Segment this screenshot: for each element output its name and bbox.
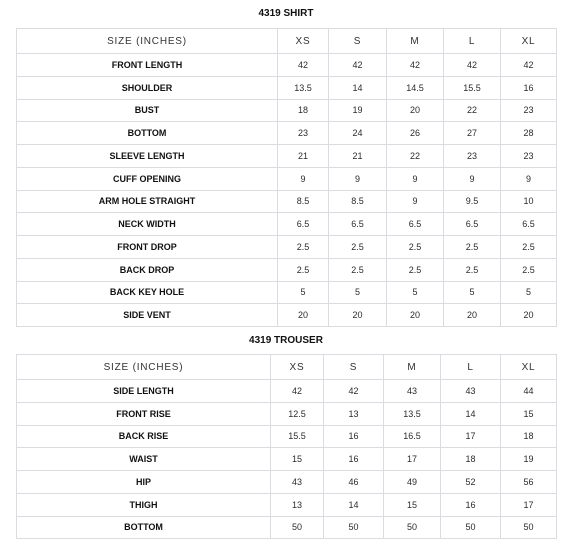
measurement-value: 17 (501, 493, 557, 516)
shirt-size-table (16, 28, 557, 327)
measurement-value: 9 (387, 167, 444, 190)
measurement-value: 2.5 (501, 258, 557, 281)
measurement-value: 50 (384, 516, 441, 539)
measurement-label: FRONT LENGTH (17, 54, 278, 77)
measurement-value: 44 (501, 380, 557, 403)
measurement-value: 19 (329, 99, 387, 122)
table-row (17, 471, 557, 494)
measurement-value: 21 (278, 145, 329, 168)
measurement-label: FRONT RISE (17, 402, 271, 425)
measurement-value: 8.5 (329, 190, 387, 213)
measurement-label: BACK DROP (17, 258, 278, 281)
measurement-value: 18 (441, 448, 501, 471)
measurement-label: BUST (17, 99, 278, 122)
measurement-label: SLEEVE LENGTH (17, 145, 278, 168)
trouser-header-size-xs: XS (271, 355, 324, 380)
measurement-value: 56 (501, 471, 557, 494)
measurement-value: 20 (387, 304, 444, 327)
measurement-value: 12.5 (271, 402, 324, 425)
measurement-value: 13.5 (278, 76, 329, 99)
table-row (17, 99, 557, 122)
measurement-label: CUFF OPENING (17, 167, 278, 190)
measurement-value: 20 (387, 99, 444, 122)
trouser-header-size-xl: XL (501, 355, 557, 380)
measurement-label: BACK KEY HOLE (17, 281, 278, 304)
measurement-value: 52 (441, 471, 501, 494)
measurement-value: 42 (387, 54, 444, 77)
measurement-value: 22 (444, 99, 501, 122)
measurement-value: 16 (324, 425, 384, 448)
measurement-value: 50 (441, 516, 501, 539)
table-row (17, 213, 557, 236)
measurement-value: 15 (501, 402, 557, 425)
table-row (17, 145, 557, 168)
measurement-value: 5 (387, 281, 444, 304)
shirt-header-size-xl: XL (501, 29, 557, 54)
measurement-label: ARM HOLE STRAIGHT (17, 190, 278, 213)
measurement-value: 42 (501, 54, 557, 77)
measurement-value: 42 (271, 380, 324, 403)
measurement-value: 2.5 (387, 258, 444, 281)
measurement-value: 26 (387, 122, 444, 145)
measurement-value: 5 (329, 281, 387, 304)
measurement-label: SIDE VENT (17, 304, 278, 327)
measurement-value: 15.5 (444, 76, 501, 99)
measurement-value: 23 (501, 145, 557, 168)
table-row (17, 236, 557, 259)
shirt-header-size-xs: XS (278, 29, 329, 54)
shirt-table-title: 4319 SHIRT (258, 8, 314, 19)
measurement-value: 20 (444, 304, 501, 327)
trouser-header-row (17, 355, 557, 380)
measurement-value: 49 (384, 471, 441, 494)
trouser-header-size-label: SIZE (INCHES) (17, 355, 271, 380)
measurement-value: 13 (271, 493, 324, 516)
table-row (17, 425, 557, 448)
measurement-label: FRONT DROP (17, 236, 278, 259)
measurement-value: 6.5 (444, 213, 501, 236)
trouser-header-size-s: S (324, 355, 384, 380)
measurement-value: 23 (444, 145, 501, 168)
measurement-value: 6.5 (387, 213, 444, 236)
measurement-value: 18 (501, 425, 557, 448)
measurement-value: 6.5 (278, 213, 329, 236)
measurement-value: 17 (384, 448, 441, 471)
measurement-value: 9 (387, 190, 444, 213)
table-row (17, 190, 557, 213)
measurement-value: 18 (278, 99, 329, 122)
measurement-value: 2.5 (501, 236, 557, 259)
measurement-value: 23 (278, 122, 329, 145)
trouser-header-size-l: L (441, 355, 501, 380)
table-row (17, 122, 557, 145)
table-row (17, 493, 557, 516)
measurement-value: 43 (441, 380, 501, 403)
table-row (17, 76, 557, 99)
measurement-value: 42 (329, 54, 387, 77)
measurement-value: 2.5 (444, 258, 501, 281)
measurement-value: 2.5 (278, 258, 329, 281)
measurement-value: 28 (501, 122, 557, 145)
table-row (17, 402, 557, 425)
table-row (17, 304, 557, 327)
measurement-value: 46 (324, 471, 384, 494)
measurement-value: 42 (444, 54, 501, 77)
measurement-value: 42 (278, 54, 329, 77)
measurement-value: 9 (501, 167, 557, 190)
shirt-header-row (17, 29, 557, 54)
measurement-value: 42 (324, 380, 384, 403)
shirt-header-size-label: SIZE (INCHES) (17, 29, 278, 54)
measurement-label: SIDE LENGTH (17, 380, 271, 403)
shirt-header-size-l: L (444, 29, 501, 54)
table-row (17, 258, 557, 281)
measurement-value: 14 (324, 493, 384, 516)
measurement-value: 2.5 (278, 236, 329, 259)
trouser-table-title: 4319 TROUSER (249, 335, 323, 346)
measurement-value: 23 (501, 99, 557, 122)
measurement-value: 2.5 (444, 236, 501, 259)
measurement-value: 10 (501, 190, 557, 213)
measurement-value: 21 (329, 145, 387, 168)
measurement-value: 9.5 (444, 190, 501, 213)
measurement-value: 2.5 (387, 236, 444, 259)
measurement-value: 13.5 (384, 402, 441, 425)
measurement-value: 14.5 (387, 76, 444, 99)
measurement-value: 9 (329, 167, 387, 190)
measurement-value: 16 (441, 493, 501, 516)
measurement-value: 5 (501, 281, 557, 304)
measurement-label: HIP (17, 471, 271, 494)
measurement-value: 50 (501, 516, 557, 539)
measurement-value: 16 (501, 76, 557, 99)
measurement-value: 9 (278, 167, 329, 190)
measurement-value: 2.5 (329, 258, 387, 281)
measurement-value: 15.5 (271, 425, 324, 448)
measurement-value: 43 (271, 471, 324, 494)
measurement-value: 20 (501, 304, 557, 327)
measurement-value: 20 (329, 304, 387, 327)
measurement-value: 17 (441, 425, 501, 448)
measurement-value: 15 (384, 493, 441, 516)
measurement-value: 2.5 (329, 236, 387, 259)
measurement-value: 27 (444, 122, 501, 145)
shirt-header-size-s: S (329, 29, 387, 54)
table-row (17, 167, 557, 190)
measurement-value: 15 (271, 448, 324, 471)
measurement-value: 16 (324, 448, 384, 471)
measurement-value: 14 (329, 76, 387, 99)
measurement-value: 13 (324, 402, 384, 425)
measurement-value: 50 (271, 516, 324, 539)
table-row (17, 448, 557, 471)
measurement-value: 6.5 (329, 213, 387, 236)
measurement-value: 24 (329, 122, 387, 145)
measurement-value: 5 (278, 281, 329, 304)
table-row (17, 380, 557, 403)
measurement-value: 8.5 (278, 190, 329, 213)
trouser-size-table (16, 354, 557, 539)
measurement-label: BACK RISE (17, 425, 271, 448)
measurement-label: BOTTOM (17, 516, 271, 539)
table-row (17, 516, 557, 539)
measurement-label: NECK WIDTH (17, 213, 278, 236)
measurement-value: 19 (501, 448, 557, 471)
measurement-value: 6.5 (501, 213, 557, 236)
shirt-header-size-m: M (387, 29, 444, 54)
trouser-header-size-m: M (384, 355, 441, 380)
measurement-value: 43 (384, 380, 441, 403)
measurement-value: 20 (278, 304, 329, 327)
measurement-value: 14 (441, 402, 501, 425)
measurement-value: 22 (387, 145, 444, 168)
table-row (17, 281, 557, 304)
measurement-label: WAIST (17, 448, 271, 471)
measurement-value: 9 (444, 167, 501, 190)
measurement-value: 16.5 (384, 425, 441, 448)
measurement-label: BOTTOM (17, 122, 278, 145)
measurement-value: 50 (324, 516, 384, 539)
table-row (17, 54, 557, 77)
measurement-label: THIGH (17, 493, 271, 516)
measurement-label: SHOULDER (17, 76, 278, 99)
measurement-value: 5 (444, 281, 501, 304)
